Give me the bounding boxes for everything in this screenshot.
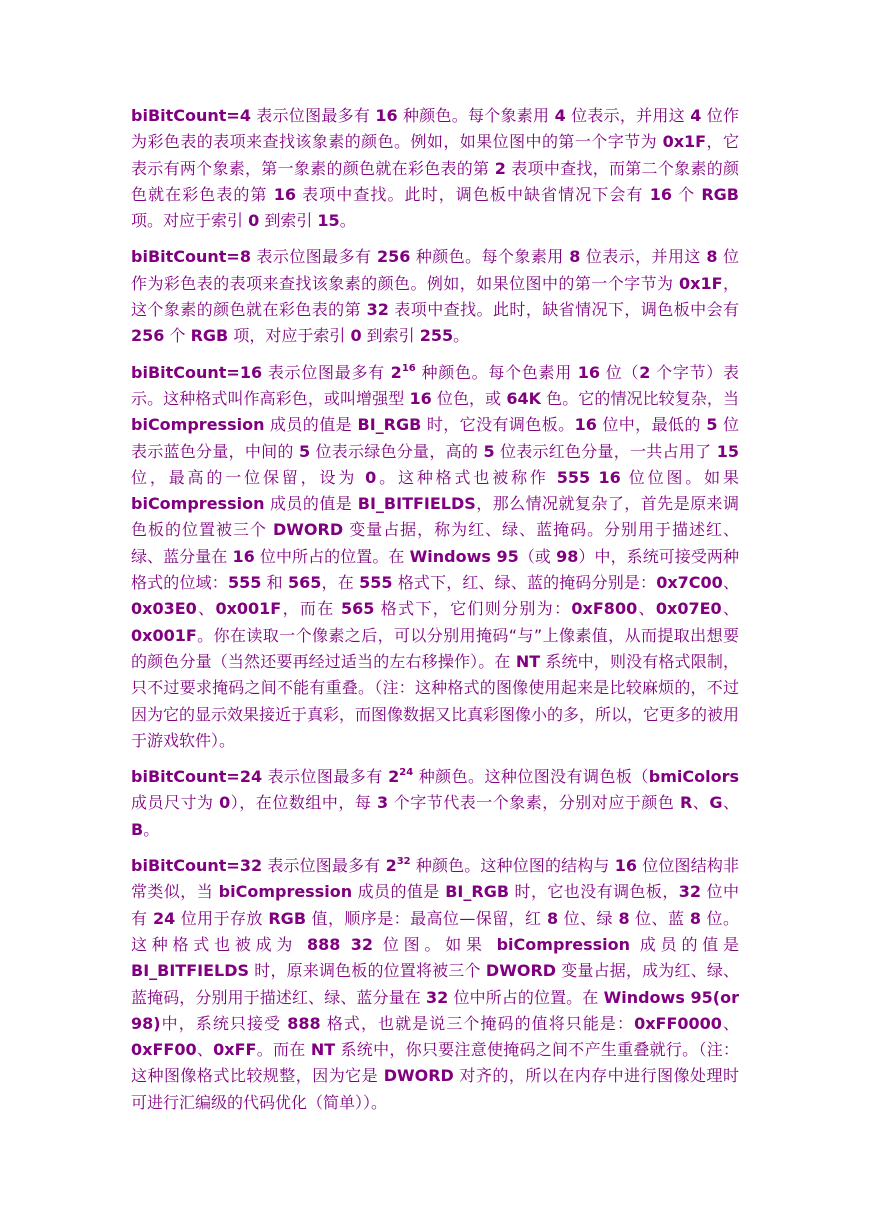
bold-term: 16: [409, 388, 432, 408]
text-run: 格式下，它们则分别为：: [374, 599, 572, 619]
text-run: 位作为彩色表的表项来查找该象素的颜色。例如，如果位图中的第一个字节为: [131, 247, 739, 293]
bold-term: 8: [706, 247, 718, 267]
text-run: 和: [261, 573, 288, 593]
bold-term: 16: [232, 546, 255, 566]
text-run: 到索引: [361, 326, 420, 346]
bold-term: RGB: [190, 326, 229, 346]
bold-term: 5: [298, 441, 311, 461]
bold-term: 8: [618, 908, 630, 928]
text-run: 位中所占的位置。在: [448, 987, 604, 1007]
paragraph-bitcount-24: [131, 764, 739, 843]
text-run: 到索引: [259, 211, 318, 231]
text-run: 位表示，并用这: [580, 247, 707, 267]
text-run: 位。这种格式也被成为: [131, 908, 739, 954]
bold-term: 255: [419, 326, 454, 346]
bold-term: 98: [556, 546, 579, 566]
text-run: 成员尺寸为: [131, 793, 220, 813]
bold-term: 888 32: [307, 934, 374, 954]
text-run: 种颜色。每个色素用: [415, 362, 578, 382]
text-run: 。: [453, 326, 470, 346]
text-run: 系统中，你只要注意使掩码之间不产生重叠就行。（注：这种图像格式比较规整，因为它是: [131, 1040, 739, 1086]
bold-term: 5: [706, 415, 718, 435]
bold-term: biBitCount=24: [131, 767, 263, 787]
text-run: 位色，或: [431, 388, 507, 408]
text-run: 位、蓝: [629, 908, 690, 928]
text-run: 种颜色。这种位图的结构与: [410, 856, 615, 876]
text-run: 系统中，则没有格式限制，只不过要求掩码之间不能有重叠。（注：这种格式的图像使用起来是比较麻烦的，不过因为它的显示效果接近于真彩，而图像数据又比真彩图像小的多，所以，它更多的被用于游戏软件）。: [131, 651, 740, 750]
bold-term: 2: [390, 362, 402, 382]
text-run: 。: [143, 819, 160, 839]
text-run: 个: [671, 184, 702, 204]
bold-term: biCompression: [218, 882, 353, 902]
bold-term: 0xFF: [213, 1040, 257, 1060]
bold-term: BI_RGB: [445, 882, 510, 902]
text-run: ，在: [321, 573, 360, 593]
bold-term: 16: [375, 106, 398, 125]
bold-term: 256: [376, 247, 411, 267]
text-run: 成员的值是: [352, 882, 446, 902]
text-run: 项。对应于索引: [131, 211, 249, 231]
text-run: 、: [721, 1013, 739, 1033]
bold-term: 15: [317, 211, 340, 231]
bold-term: 2: [639, 362, 651, 382]
bold-term: 0x1F: [679, 273, 723, 293]
text-run: 种颜色。这种位图没有调色板（: [413, 767, 649, 787]
text-run: 位中有: [131, 882, 739, 928]
text-run: 变量占据，称为红、绿、蓝掩码。分别用于描述红、绿、蓝分量在: [131, 520, 739, 566]
bold-term: 0x03E0: [131, 599, 197, 619]
bold-term: 16: [273, 184, 296, 204]
bold-term: 4: [554, 106, 566, 125]
text-run: 种颜色。每个象素用: [410, 247, 570, 267]
text-run: 位表示红色分量，一共占用了: [494, 441, 717, 461]
bold-term: 0: [350, 326, 362, 346]
text-run: 位、绿: [558, 908, 619, 928]
text-run: 、: [722, 793, 739, 813]
bold-term: DWORD: [273, 520, 344, 540]
text-run: 、: [722, 573, 739, 593]
text-run: 、: [692, 793, 710, 813]
text-run: ，它表示有两个象素，第一象素的颜色就在彩色表的第: [131, 132, 739, 178]
bold-term: 15: [716, 441, 739, 461]
text-run: ，而在: [281, 599, 341, 619]
bold-term: biBitCount=32: [131, 856, 263, 876]
bold-term: 888: [287, 1013, 321, 1033]
bold-term: 16: [577, 362, 600, 382]
text-run: 位作为彩色表的表项来查找该象素的颜色。例如，如果位图中的第一个字节为: [131, 106, 739, 152]
bold-term: 0: [219, 793, 231, 813]
text-run: 中，系统只接受: [160, 1013, 288, 1033]
bold-term: 2: [388, 767, 400, 787]
bold-term: 565: [287, 573, 322, 593]
text-run: 位表示绿色分量，高的: [310, 441, 484, 461]
superscript-exponent: 16: [401, 362, 416, 374]
superscript-exponent: 24: [399, 767, 414, 779]
bold-term: biBitCount=16: [131, 362, 263, 382]
text-run: 、: [721, 599, 739, 619]
bold-term: 0: [248, 211, 260, 231]
bold-term: 16: [574, 415, 597, 435]
text-run: （或: [518, 546, 557, 566]
text-run: 表示位图最多有: [262, 362, 391, 382]
text-run: 位位图。如果: [620, 467, 739, 487]
bold-term: 16: [649, 184, 672, 204]
bold-term: Windows 95(or 98): [131, 987, 739, 1033]
bold-term: 555 16: [556, 467, 621, 487]
text-run: 对齐的，所以在内存中进行图像处理时可进行汇编级的代码优化（简单））。: [131, 1066, 739, 1112]
text-run: 位（: [599, 362, 640, 382]
text-run: 位中，最低的: [596, 415, 707, 435]
text-run: 、: [637, 599, 656, 619]
text-run: 格式，也就是说三个掩码的值将只能是：: [320, 1013, 635, 1033]
paragraph-bitcount-16: [131, 360, 739, 754]
text-run: 时，它也没有调色板，: [509, 882, 679, 902]
bold-term: 0xFF00: [131, 1040, 197, 1060]
bold-term: NT: [310, 1040, 336, 1060]
bold-term: RGB: [268, 908, 307, 928]
bold-term: B: [131, 819, 144, 839]
bold-term: 0x1F: [662, 132, 707, 152]
bold-term: Windows 95: [409, 546, 519, 566]
bold-term: BI_BITFIELDS: [131, 961, 250, 981]
text-run: 位用于存放: [175, 908, 269, 928]
bold-term: 0: [365, 467, 377, 487]
bold-term: biBitCount=4: [131, 106, 251, 125]
text-run: 、: [196, 1040, 214, 1060]
text-run: ），在位数组中，每: [230, 793, 377, 813]
bold-term: 2: [385, 856, 397, 876]
text-run: 。: [339, 211, 356, 231]
bold-term: 3: [376, 793, 389, 813]
bold-term: 555: [359, 573, 393, 593]
text-run: 色。它的情况比较复杂，当: [541, 388, 739, 408]
bold-term: 24: [152, 908, 176, 928]
text-run: 。你在读取一个像素之后，可以分别用掩码“与”上像素值，从而提取出想要的颜色分量（当然还要再经过适当的左右移操作）。在: [131, 625, 739, 671]
bold-term: 8: [689, 908, 702, 928]
bold-term: 0x07E0: [655, 599, 722, 619]
text-run: 值，顺序是：最高位—保留，红: [306, 908, 547, 928]
text-run: 位图。如果: [373, 934, 497, 954]
bold-term: RGB: [701, 184, 739, 204]
bold-term: 5: [483, 441, 495, 461]
bold-term: BI_RGB: [357, 415, 422, 435]
document-body: [131, 103, 739, 1126]
text-run: 位表示，并用这: [565, 106, 691, 125]
text-run: 项，对应于索引: [228, 326, 351, 346]
text-run: 、: [196, 599, 216, 619]
text-run: 表项中查找，而第二个象素的颜色就在彩色表的第: [131, 158, 739, 204]
bold-term: biCompression: [496, 934, 631, 954]
bold-term: 0x7C00: [656, 573, 723, 593]
superscript-exponent: 32: [396, 856, 411, 868]
bold-term: 8: [569, 247, 581, 267]
bold-term: bmiColors: [648, 767, 739, 787]
text-run: 表项中查找。此时，调色板中缺省情况下会有: [295, 184, 650, 204]
bold-term: DWORD: [485, 961, 557, 981]
bold-term: biCompression: [131, 494, 265, 514]
text-run: 表示位图最多有: [262, 767, 389, 787]
bold-term: NT: [515, 651, 541, 671]
text-run: ）中，系统可接受两种格式的位域：: [131, 546, 739, 593]
text-run: 成员的值是: [264, 415, 358, 435]
text-run: 表示位图最多有: [250, 247, 377, 267]
bold-term: biBitCount=8: [131, 247, 251, 267]
bold-term: 16: [614, 856, 638, 876]
bold-term: DWORD: [383, 1066, 454, 1086]
bold-term: 565: [340, 599, 375, 619]
text-run: 表项中查找。此时，缺省情况下，调色板中会有: [388, 300, 739, 320]
bold-term: 32: [678, 882, 702, 902]
text-run: ，那么情况就复杂了，首先是原来调色板的位置被三个: [131, 494, 739, 540]
text-run: 表示位图最多有: [262, 856, 386, 876]
text-run: 格式下，红、绿、蓝的掩码分别是：: [392, 573, 657, 593]
bold-term: 0x001F: [131, 625, 197, 645]
text-run: 时，它没有调色板。: [421, 415, 575, 435]
text-run: 。而在: [256, 1040, 311, 1060]
text-run: 。这种格式也被称作: [376, 467, 557, 487]
text-run: 种颜色。每个象素用: [397, 106, 555, 125]
text-run: 成员的值是: [630, 934, 739, 954]
bold-term: BI_BITFIELDS: [357, 494, 476, 514]
paragraph-bitcount-4: [131, 103, 739, 234]
paragraph-bitcount-8: [131, 244, 739, 349]
paragraph-bitcount-32: [131, 853, 739, 1116]
bold-term: 4: [690, 106, 702, 125]
bold-term: 0xF800: [571, 599, 638, 619]
bold-term: 2: [494, 158, 506, 178]
text-run: 个: [164, 326, 191, 346]
text-run: 个字节）表示。这种格式叫作高彩色，或叫增强型: [131, 362, 739, 408]
text-run: 位表示蓝色分量，中间的: [131, 415, 739, 461]
bold-term: 555: [227, 573, 262, 593]
bold-term: G: [709, 793, 723, 813]
text-run: ，这个象素的颜色就在彩色表的第: [131, 273, 739, 320]
bold-term: 32: [426, 987, 449, 1007]
text-run: 时，原来调色板的位置将被三个: [249, 961, 486, 981]
text-run: 表示位图最多有: [250, 106, 376, 125]
bold-term: 0xFF0000: [634, 1013, 722, 1033]
text-run: 变量占据，成为红、绿、蓝掩码，分别用于描述红、绿、蓝分量在: [131, 961, 739, 1007]
bold-term: R: [679, 793, 693, 813]
text-run: 位，最高的一位保留，设为: [131, 467, 366, 487]
bold-term: 8: [547, 908, 559, 928]
bold-term: biCompression: [131, 415, 265, 435]
text-run: 成员的值是: [264, 494, 358, 514]
text-run: 位位图结构非常类似，当: [131, 856, 739, 902]
text-run: 位中所占的位置。在: [254, 546, 410, 566]
bold-term: 64K: [506, 388, 541, 408]
bold-term: 256: [131, 326, 165, 346]
bold-term: 32: [366, 300, 389, 320]
bold-term: 0x001F: [215, 599, 282, 619]
text-run: 个字节代表一个象素，分别对应于颜色: [388, 793, 680, 813]
